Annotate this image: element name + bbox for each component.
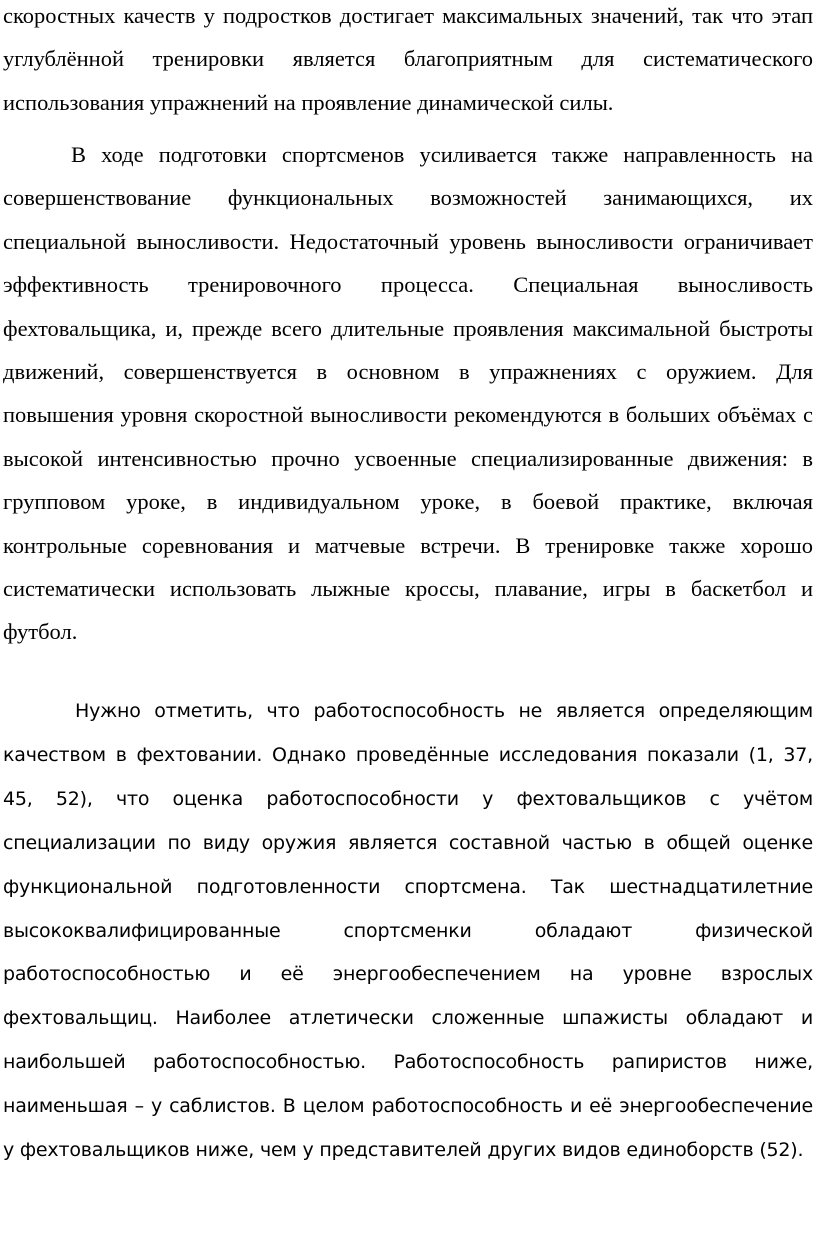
paragraph-work-capacity: Нужно отметить, что работоспособность не является определяющим качеством в фехтовании. Однако проведённые исследования показали (1, 37, 45, 52), что оценка работоспособности у фехтовальщиков с учётом специализации по виду оружия является составной частью в общей оценке функциональной подготовленности спортсмена. Так шестнадцатилетние высококвалифицированные спортсменки обладают физической работоспособностью и её энергообеспечением на уровне взрослых фехтовальщиц. Наиболее атлетически сложенные шпажисты обладают и наибольшей работоспособностью. Работоспособность рапиристов ниже, наименьшая – у саблистов. В целом работоспособность и её энергообеспечение у фехтовальщиков ниже, чем у представителей других видов единоборств (52). xyxy=(3,700,813,1162)
paragraph-continuation: скоростных качеств у подростков достигает максимальных значений, так что этап углублённой тренировки является благоприятным для систематического использования упражнений на проявление динамической силы. xyxy=(3,3,813,115)
paragraph-endurance: В ходе подготовки спортсменов усиливается также направленность на совершенствование функциональных возможностей занимающихся, их специальной выносливости. Недостаточный уровень выносливости ограничивает эффективность тренировочного процесса. Специальная выносливость фехтовальщика, и, прежде всего длительные проявления максимальной быстроты движений, совершенствуется в основном в упражнениях с оружием. Для повышения уровня скоростной выносливости рекомендуются в больших объёмах с высокой интенсивностью прочно усвоенные специализированные движения: в групповом уроке, в индивидуальном уроке, в боевой практике, включая контрольные соревнования и матчевые встречи. В тренировке также хорошо систематически использовать лыжные кроссы, плавание, игры в баскетбол и футбол. xyxy=(3,142,813,645)
